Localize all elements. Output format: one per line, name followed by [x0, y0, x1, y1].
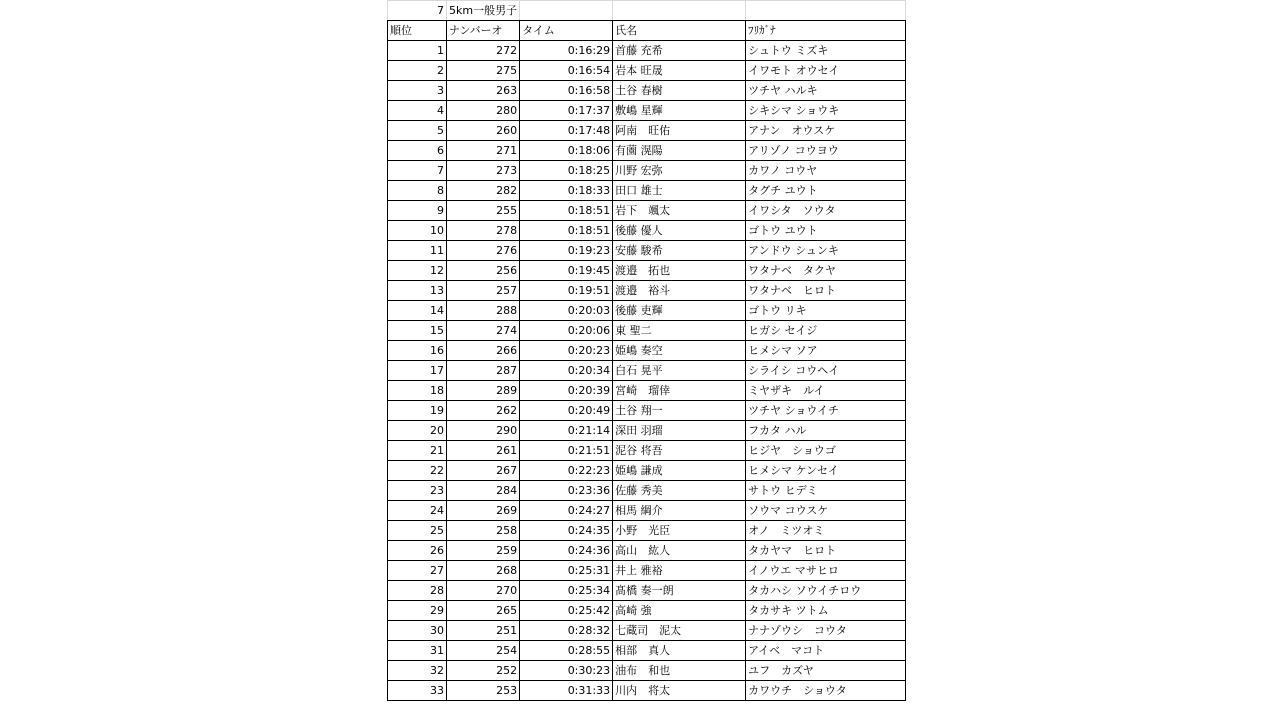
time-cell[interactable]: 0:20:06: [520, 321, 613, 341]
bib-number-cell[interactable]: 271: [447, 141, 520, 161]
name-cell[interactable]: 岩本 旺晟: [613, 61, 746, 81]
name-cell[interactable]: 渡邉 拓也: [613, 261, 746, 281]
time-cell[interactable]: 0:25:31: [520, 561, 613, 581]
rank-cell[interactable]: 18: [388, 381, 447, 401]
name-cell[interactable]: 東 聖二: [613, 321, 746, 341]
name-cell[interactable]: 相馬 綱介: [613, 501, 746, 521]
furigana-cell[interactable]: カワウチ ショウタ: [746, 681, 906, 701]
rank-cell[interactable]: 9: [388, 201, 447, 221]
name-cell[interactable]: 七蔵司 泥太: [613, 621, 746, 641]
bib-number-cell[interactable]: 262: [447, 401, 520, 421]
name-cell[interactable]: 土谷 春樹: [613, 81, 746, 101]
table-row: [388, 501, 906, 521]
rank-cell[interactable]: 4: [388, 101, 447, 121]
time-cell[interactable]: 0:18:06: [520, 141, 613, 161]
table-row: [388, 381, 906, 401]
time-cell[interactable]: 0:31:33: [520, 681, 613, 701]
time-cell[interactable]: 0:21:51: [520, 441, 613, 461]
furigana-cell[interactable]: タカハシ ソウイチロウ: [746, 581, 906, 601]
header-time[interactable]: タイム: [520, 21, 613, 41]
time-cell[interactable]: 0:24:35: [520, 521, 613, 541]
bib-number-cell[interactable]: 260: [447, 121, 520, 141]
header-number[interactable]: ナンバーオ: [447, 21, 520, 41]
time-cell[interactable]: 0:20:39: [520, 381, 613, 401]
name-cell[interactable]: 後藤 優人: [613, 221, 746, 241]
name-cell[interactable]: 後藤 吏輝: [613, 301, 746, 321]
rank-cell[interactable]: 12: [388, 261, 447, 281]
bib-number-cell[interactable]: 251: [447, 621, 520, 641]
name-cell[interactable]: 岩下 颯太: [613, 201, 746, 221]
time-cell[interactable]: 0:30:23: [520, 661, 613, 681]
name-cell[interactable]: 姫嶋 奏空: [613, 341, 746, 361]
name-cell[interactable]: 川野 宏弥: [613, 161, 746, 181]
table-row: [388, 481, 906, 501]
table-row: [388, 121, 906, 141]
name-cell[interactable]: 土谷 翔一: [613, 401, 746, 421]
name-cell[interactable]: 敷嶋 星輝: [613, 101, 746, 121]
rank-cell[interactable]: 19: [388, 401, 447, 421]
table-row: [388, 421, 906, 441]
time-cell[interactable]: 0:28:32: [520, 621, 613, 641]
time-cell[interactable]: 0:19:45: [520, 261, 613, 281]
time-cell[interactable]: 0:18:25: [520, 161, 613, 181]
table-row: [388, 141, 906, 161]
table-row: [388, 101, 906, 121]
name-cell[interactable]: 井上 雅裕: [613, 561, 746, 581]
table-row: [388, 161, 906, 181]
furigana-cell[interactable]: サトウ ヒデミ: [746, 481, 906, 501]
furigana-cell[interactable]: ヒメシマ ソア: [746, 341, 906, 361]
bib-number-cell[interactable]: 263: [447, 81, 520, 101]
furigana-cell[interactable]: ヒガシ セイジ: [746, 321, 906, 341]
rank-cell[interactable]: 29: [388, 601, 447, 621]
bib-number-cell[interactable]: 274: [447, 321, 520, 341]
bib-number-cell[interactable]: 266: [447, 341, 520, 361]
furigana-cell[interactable]: タグチ ユウト: [746, 181, 906, 201]
furigana-cell[interactable]: イノウエ マサヒロ: [746, 561, 906, 581]
header-furigana[interactable]: ﾌﾘｶﾞﾅ: [746, 21, 906, 41]
time-cell[interactable]: 0:20:23: [520, 341, 613, 361]
name-cell[interactable]: 渡邉 裕斗: [613, 281, 746, 301]
rank-cell[interactable]: 32: [388, 661, 447, 681]
bib-number-cell[interactable]: 276: [447, 241, 520, 261]
bib-number-cell[interactable]: 256: [447, 261, 520, 281]
furigana-cell[interactable]: シライシ コウヘイ: [746, 361, 906, 381]
time-cell[interactable]: 0:19:51: [520, 281, 613, 301]
bib-number-cell[interactable]: 287: [447, 361, 520, 381]
rank-cell[interactable]: 7: [388, 161, 447, 181]
rank-cell[interactable]: 27: [388, 561, 447, 581]
empty-cell[interactable]: [520, 1, 613, 21]
table-row: [388, 341, 906, 361]
bib-number-cell[interactable]: 270: [447, 581, 520, 601]
title-row-index[interactable]: 7: [388, 1, 447, 21]
furigana-cell[interactable]: オノ ミツオミ: [746, 521, 906, 541]
rank-cell[interactable]: 14: [388, 301, 447, 321]
table-row: [388, 641, 906, 661]
name-cell[interactable]: 阿南 旺佑: [613, 121, 746, 141]
time-cell[interactable]: 0:18:51: [520, 201, 613, 221]
time-cell[interactable]: 0:17:37: [520, 101, 613, 121]
name-cell[interactable]: 小野 光臣: [613, 521, 746, 541]
name-cell[interactable]: 油布 和也: [613, 661, 746, 681]
header-name[interactable]: 氏名: [613, 21, 746, 41]
name-cell[interactable]: 安藤 駿希: [613, 241, 746, 261]
name-cell[interactable]: 深田 羽瑠: [613, 421, 746, 441]
bib-number-cell[interactable]: 261: [447, 441, 520, 461]
name-cell[interactable]: 有薗 滉陽: [613, 141, 746, 161]
bib-number-cell[interactable]: 280: [447, 101, 520, 121]
furigana-cell[interactable]: タカヤマ ヒロト: [746, 541, 906, 561]
table-row: [388, 81, 906, 101]
rank-cell[interactable]: 25: [388, 521, 447, 541]
time-cell[interactable]: 0:22:23: [520, 461, 613, 481]
results-table: [387, 0, 906, 701]
title-row: [388, 1, 906, 21]
bib-number-cell[interactable]: 275: [447, 61, 520, 81]
rank-cell[interactable]: 13: [388, 281, 447, 301]
bib-number-cell[interactable]: 254: [447, 641, 520, 661]
furigana-cell[interactable]: ゴトウ リキ: [746, 301, 906, 321]
time-cell[interactable]: 0:20:03: [520, 301, 613, 321]
furigana-cell[interactable]: ワタナベ ヒロト: [746, 281, 906, 301]
furigana-cell[interactable]: アナン オウスケ: [746, 121, 906, 141]
name-cell[interactable]: 泥谷 将吾: [613, 441, 746, 461]
name-cell[interactable]: 田口 雄士: [613, 181, 746, 201]
name-cell[interactable]: 首藤 充希: [613, 41, 746, 61]
rank-cell[interactable]: 17: [388, 361, 447, 381]
table-row: [388, 281, 906, 301]
time-cell[interactable]: 0:17:48: [520, 121, 613, 141]
table-row: [388, 221, 906, 241]
name-cell[interactable]: 姫嶋 謙成: [613, 461, 746, 481]
rank-cell[interactable]: 22: [388, 461, 447, 481]
rank-cell[interactable]: 16: [388, 341, 447, 361]
rank-cell[interactable]: 21: [388, 441, 447, 461]
bib-number-cell[interactable]: 268: [447, 561, 520, 581]
time-cell[interactable]: 0:16:54: [520, 61, 613, 81]
time-cell[interactable]: 0:24:27: [520, 501, 613, 521]
table-row: [388, 401, 906, 421]
furigana-cell[interactable]: シュトウ ミズキ: [746, 41, 906, 61]
rank-cell[interactable]: 31: [388, 641, 447, 661]
rank-cell[interactable]: 15: [388, 321, 447, 341]
time-cell[interactable]: 0:18:33: [520, 181, 613, 201]
name-cell[interactable]: 相部 真人: [613, 641, 746, 661]
table-row: [388, 321, 906, 341]
table-row: [388, 61, 906, 81]
table-row: [388, 541, 906, 561]
time-cell[interactable]: 0:19:23: [520, 241, 613, 261]
time-cell[interactable]: 0:25:34: [520, 581, 613, 601]
name-cell[interactable]: 佐藤 秀美: [613, 481, 746, 501]
table-row: [388, 41, 906, 61]
rank-cell[interactable]: 20: [388, 421, 447, 441]
name-cell[interactable]: 宮崎 瑠倖: [613, 381, 746, 401]
rank-cell[interactable]: 26: [388, 541, 447, 561]
table-row: [388, 441, 906, 461]
furigana-cell[interactable]: ナナゾウシ コウタ: [746, 621, 906, 641]
rank-cell[interactable]: 11: [388, 241, 447, 261]
name-cell[interactable]: 白石 晃平: [613, 361, 746, 381]
empty-cell[interactable]: [613, 1, 746, 21]
furigana-cell[interactable]: シキシマ ショウキ: [746, 101, 906, 121]
bib-number-cell[interactable]: 265: [447, 601, 520, 621]
rank-cell[interactable]: 5: [388, 121, 447, 141]
furigana-cell[interactable]: フカタ ハル: [746, 421, 906, 441]
furigana-cell[interactable]: アンドウ シュンキ: [746, 241, 906, 261]
time-cell[interactable]: 0:20:49: [520, 401, 613, 421]
table-row: [388, 561, 906, 581]
rank-cell[interactable]: 2: [388, 61, 447, 81]
name-cell[interactable]: 高山 紘人: [613, 541, 746, 561]
table-row: [388, 621, 906, 641]
furigana-cell[interactable]: ミヤザキ ルイ: [746, 381, 906, 401]
rank-cell[interactable]: 30: [388, 621, 447, 641]
rank-cell[interactable]: 33: [388, 681, 447, 701]
table-row: [388, 201, 906, 221]
bib-number-cell[interactable]: 290: [447, 421, 520, 441]
furigana-cell[interactable]: ツチヤ ショウイチ: [746, 401, 906, 421]
table-row: [388, 681, 906, 701]
bib-number-cell[interactable]: 282: [447, 181, 520, 201]
name-cell[interactable]: 髙橋 奏一朗: [613, 581, 746, 601]
furigana-cell[interactable]: カワノ コウヤ: [746, 161, 906, 181]
bib-number-cell[interactable]: 257: [447, 281, 520, 301]
bib-number-cell[interactable]: 289: [447, 381, 520, 401]
table-row: [388, 361, 906, 381]
furigana-cell[interactable]: ツチヤ ハルキ: [746, 81, 906, 101]
rank-cell[interactable]: 8: [388, 181, 447, 201]
table-row: [388, 261, 906, 281]
bib-number-cell[interactable]: 258: [447, 521, 520, 541]
bib-number-cell[interactable]: 273: [447, 161, 520, 181]
time-cell[interactable]: 0:28:55: [520, 641, 613, 661]
rank-cell[interactable]: 1: [388, 41, 447, 61]
table-row: [388, 581, 906, 601]
bib-number-cell[interactable]: 278: [447, 221, 520, 241]
rank-cell[interactable]: 10: [388, 221, 447, 241]
furigana-cell[interactable]: イワシタ ソウタ: [746, 201, 906, 221]
bib-number-cell[interactable]: 284: [447, 481, 520, 501]
time-cell[interactable]: 0:21:14: [520, 421, 613, 441]
rank-cell[interactable]: 3: [388, 81, 447, 101]
furigana-cell[interactable]: タカサキ ツトム: [746, 601, 906, 621]
time-cell[interactable]: 0:23:36: [520, 481, 613, 501]
furigana-cell[interactable]: ワタナベ タクヤ: [746, 261, 906, 281]
rank-cell[interactable]: 6: [388, 141, 447, 161]
furigana-cell[interactable]: ゴトウ ユウト: [746, 221, 906, 241]
table-row: [388, 521, 906, 541]
furigana-cell[interactable]: イワモト オウセイ: [746, 61, 906, 81]
bib-number-cell[interactable]: 255: [447, 201, 520, 221]
bib-number-cell[interactable]: 253: [447, 681, 520, 701]
time-cell[interactable]: 0:16:58: [520, 81, 613, 101]
time-cell[interactable]: 0:24:36: [520, 541, 613, 561]
name-cell[interactable]: 高崎 強: [613, 601, 746, 621]
table-row: [388, 301, 906, 321]
furigana-cell[interactable]: ヒジヤ ショウゴ: [746, 441, 906, 461]
bib-number-cell[interactable]: 252: [447, 661, 520, 681]
rank-cell[interactable]: 23: [388, 481, 447, 501]
table-row: [388, 461, 906, 481]
bib-number-cell[interactable]: 272: [447, 41, 520, 61]
furigana-cell[interactable]: ヒメシマ ケンセイ: [746, 461, 906, 481]
time-cell[interactable]: 0:16:29: [520, 41, 613, 61]
header-row: [388, 21, 906, 41]
name-cell[interactable]: 川内 将太: [613, 681, 746, 701]
empty-cell[interactable]: [746, 1, 906, 21]
furigana-cell[interactable]: アイベ マコト: [746, 641, 906, 661]
time-cell[interactable]: 0:25:42: [520, 601, 613, 621]
rank-cell[interactable]: 24: [388, 501, 447, 521]
table-row: [388, 241, 906, 261]
table-row: [388, 181, 906, 201]
bib-number-cell[interactable]: 288: [447, 301, 520, 321]
time-cell[interactable]: 0:18:51: [520, 221, 613, 241]
bib-number-cell[interactable]: 259: [447, 541, 520, 561]
furigana-cell[interactable]: ユフ カズヤ: [746, 661, 906, 681]
furigana-cell[interactable]: ソウマ コウスケ: [746, 501, 906, 521]
race-title[interactable]: 5km一般男子: [447, 1, 520, 21]
bib-number-cell[interactable]: 269: [447, 501, 520, 521]
time-cell[interactable]: 0:20:34: [520, 361, 613, 381]
rank-cell[interactable]: 28: [388, 581, 447, 601]
bib-number-cell[interactable]: 267: [447, 461, 520, 481]
table-row: [388, 601, 906, 621]
furigana-cell[interactable]: アリゾノ コウヨウ: [746, 141, 906, 161]
header-rank[interactable]: 順位: [388, 21, 447, 41]
table-row: [388, 661, 906, 681]
